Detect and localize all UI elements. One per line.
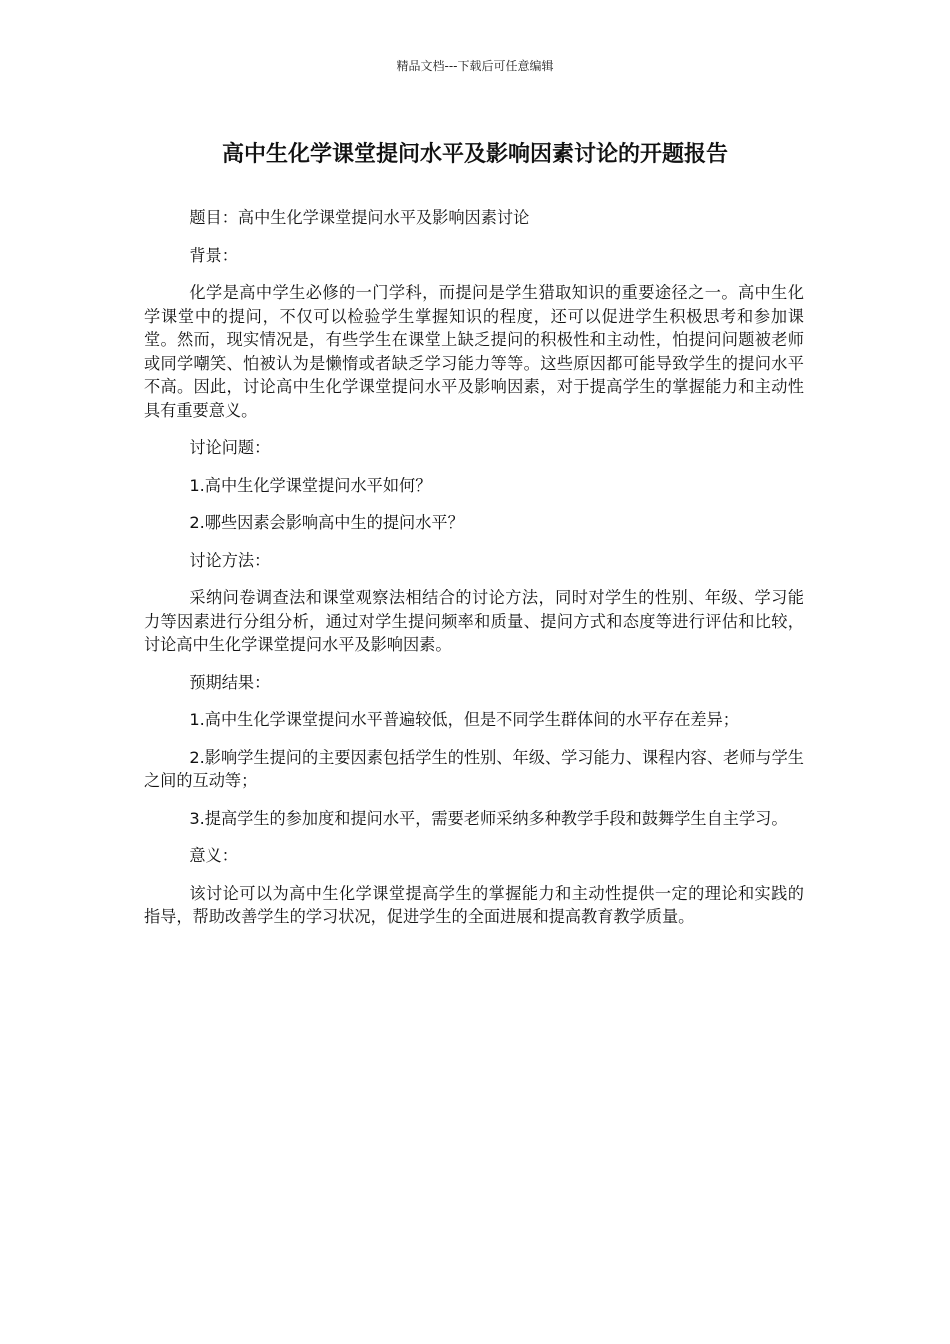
result-item-2: 2.影响学生提问的主要因素包括学生的性别、年级、学习能力、课程内容、老师与学生之间的互动等； <box>144 747 804 790</box>
topic-line: 题目：高中生化学课堂提问水平及影响因素讨论 <box>189 208 530 227</box>
question-item-2: 2.哪些因素会影响高中生的提问水平？ <box>189 513 464 532</box>
background-heading: 背景： <box>189 245 238 265</box>
result-item-3: 3.提高学生的参加度和提问水平，需要老师采纳多种教学手段和鼓舞学生自主学习。 <box>189 808 788 828</box>
document-body <box>144 206 804 943</box>
background-paragraph: 化学是高中学生必修的一门学科，而提问是学生猎取知识的重要途径之一。高中生化学课堂中的提问，不仅可以检验学生掌握知识的程度，还可以促进学生积极思考和参加课堂。然而，现实情况是，有些学生在课堂上缺乏提问的积极性和主动性，怕提问问题被老师或同学嘲笑、怕被认为是懒惰或者缺乏学习能力等等。这些原因都可能导致学生的提问水平不高。因此，讨论高中生化学课堂提问水平及影响因素，对于提高学生的掌握能力和主动性具有重要意义。 <box>144 283 804 420</box>
methods-heading: 讨论方法： <box>189 550 271 570</box>
methods-paragraph: 采纳问卷调查法和课堂观察法相结合的讨论方法，同时对学生的性别、年级、学习能力等因素进行分组分析，通过对学生提问频率和质量、提问方式和态度等进行评估和比较，讨论高中生化学课堂提问水平及影响因素。 <box>144 588 804 654</box>
document-title: 高中生化学课堂提问水平及影响因素讨论的开题报告 <box>221 142 728 167</box>
results-heading: 预期结果： <box>189 672 271 692</box>
questions-heading: 讨论问题： <box>189 438 271 457</box>
header-note: 精品文档---下载后可任意编辑 <box>396 59 554 73</box>
question-item-1: 1.高中生化学课堂提问水平如何？ <box>189 475 432 495</box>
result-item-1: 1.高中生化学课堂提问水平普遍较低，但是不同学生群体间的水平存在差异； <box>189 710 739 729</box>
significance-paragraph: 该讨论可以为高中生化学课堂提高学生的掌握能力和主动性提供一定的理论和实践的指导，帮助改善学生的学习状况，促进学生的全面进展和提高教育教学质量。 <box>144 883 804 926</box>
significance-heading: 意义： <box>189 846 238 865</box>
